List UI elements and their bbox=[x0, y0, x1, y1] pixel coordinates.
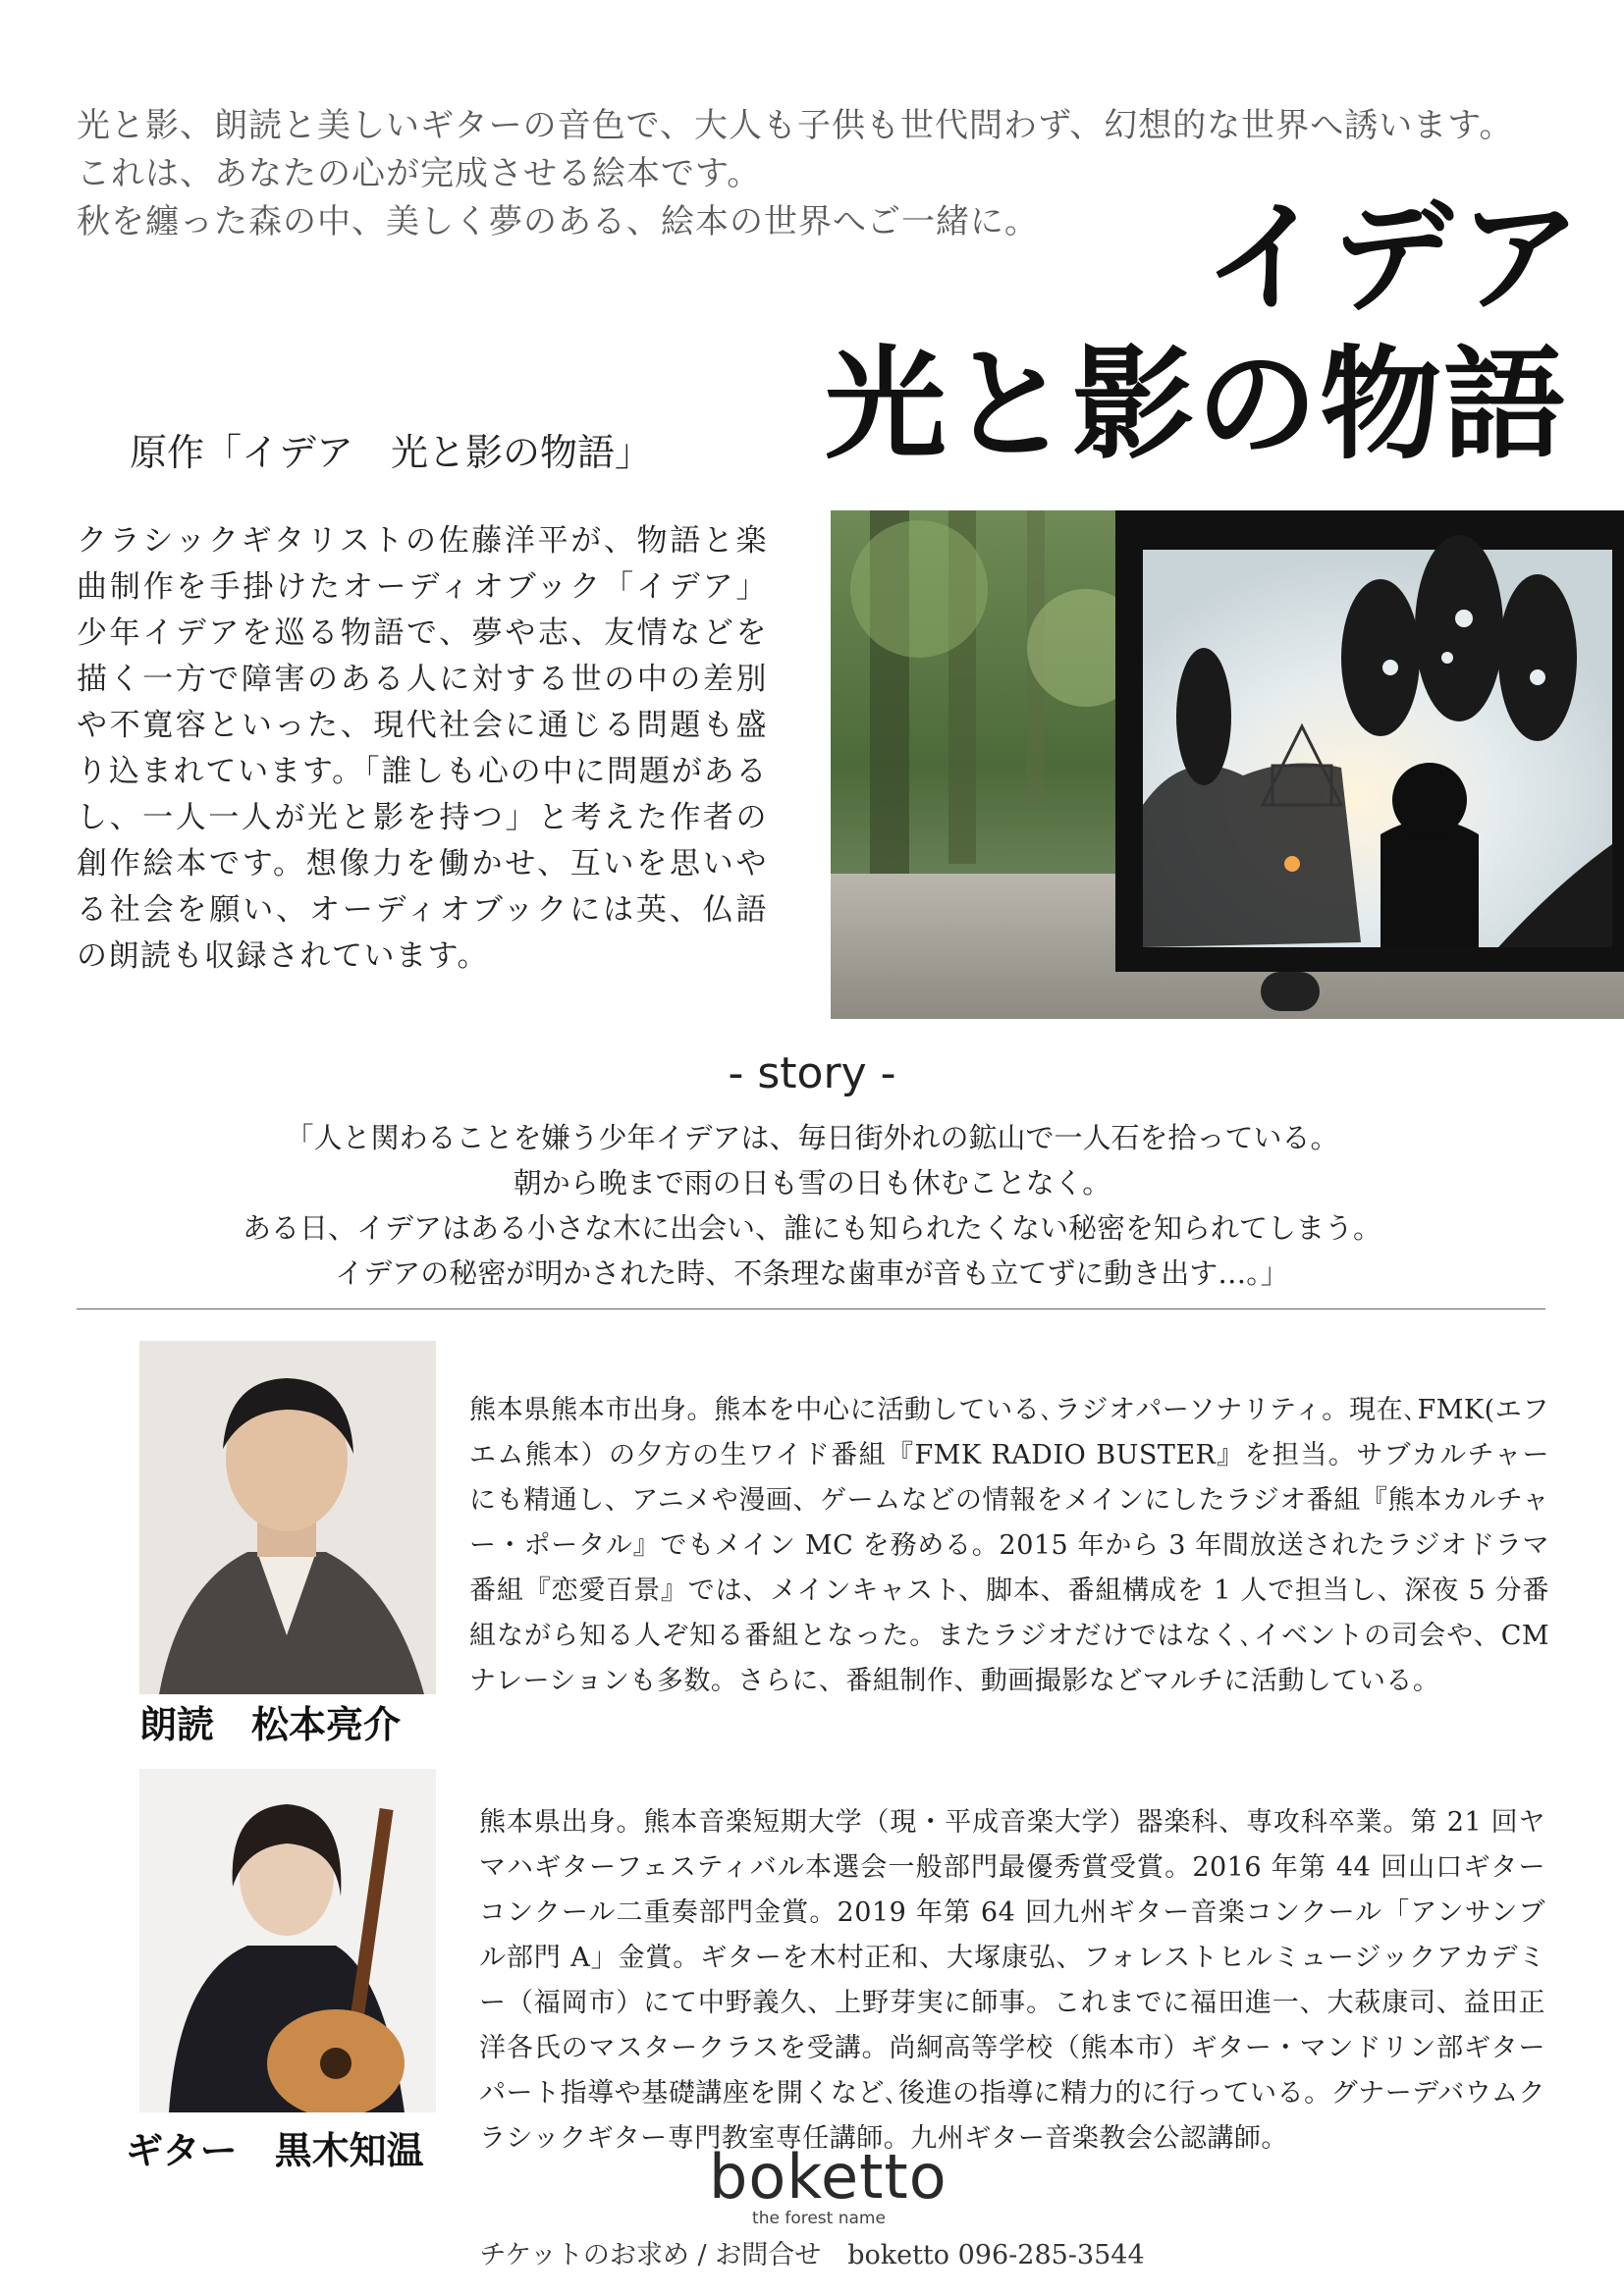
logo-tagline: the forest name bbox=[752, 2209, 886, 2228]
story-heading: - story - bbox=[728, 1048, 896, 1098]
main-title-line2: 光と影の物語 bbox=[825, 334, 1568, 476]
main-title-text: イデア bbox=[1203, 187, 1587, 329]
story-line: ある日、イデアはある小さな木に出会い、誰にも知られたくない秘密を知られてしまう。 bbox=[242, 1211, 1381, 1245]
narrator-photo bbox=[139, 1341, 436, 1694]
contact-info: チケットのお求め / お問合せ boketto 096-285-3544 bbox=[479, 2240, 1145, 2270]
original-work-heading: 原作「イデア 光と影の物語」 bbox=[130, 431, 653, 474]
story-text bbox=[0, 1115, 1624, 1296]
intro-line: 光と影、朗読と美しいギターの音色で、大人も子供も世代問わず、幻想的な世界へ誘います。 bbox=[77, 106, 1514, 145]
story-line: 「人と関わることを嫌う少年イデアは、毎日街外れの鉱山で一人石を拾っている。 bbox=[285, 1121, 1339, 1154]
divider bbox=[77, 1308, 1545, 1309]
narrator-name: 朗読 松本亮介 bbox=[139, 1702, 402, 1746]
story-line: 朝から晩まで雨の日も雪の日も休むことなく。 bbox=[513, 1166, 1111, 1200]
guitarist-photo bbox=[139, 1769, 436, 2112]
guitarist-name: ギター 黒木知温 bbox=[126, 2128, 424, 2172]
story-line: イデアの秘密が明かされた時、不条理な歯車が音も立てずに動き出す…。」 bbox=[335, 1256, 1289, 1290]
work-description: クラシックギタリストの佐藤洋平が、物語と楽曲制作を手掛けたオーディオブック「イデア」少年イデアを巡る物語で、夢や志、友情などを描く一方で障害のある人に対する世の中の差別や不寛容といった、現代社会に通じる問題も盛り込まれています。「誰しも心の中に問題があるし、一人一人が光と影を持つ」と考えた作者の創作絵本です。想像力を働かせ、互いを思いやる社会を願い、オーディオブックには英、仏語の朗読も収録されています。 bbox=[77, 523, 768, 974]
main-title-line1 bbox=[937, 187, 1624, 329]
shadow-box-photo bbox=[831, 510, 1624, 1019]
intro-line: 秋を纏った森の中、美しく夢のある、絵本の世界へご一緒に。 bbox=[77, 202, 1039, 241]
boketto-logo bbox=[709, 2141, 947, 2228]
guitarist-bio: 熊本県出身。熊本音楽短期大学（現・平成音楽大学）器楽科、専攻科卒業。第 21 回ヤマハギターフェスティバル本選会一般部門最優秀賞受賞。2016 年第 44 回山口ギターコンクール二重奏部門金賞。2019 年第 64 回九州ギター音楽コンクール「アンサンブル部門 A」金賞。ギターを木村正和、大塚康弘、フォレストヒルミュージックアカデミー（福岡市）にて中野義久、上野芽実に師事。これまでに福田進一、大萩康司、益田正洋各氏のマスタークラスを受講。尚絅高等学校（熊本市）ギター・マンドリン部ギターパート指導や基礎講座を開くなど､後進の指導に精力的に行っている。グナーデバウムクラシックギター専門教室専任講師。九州ギター音楽教会公認講師。 bbox=[479, 1807, 1545, 2154]
logo-name: boketto bbox=[709, 2141, 947, 2213]
intro-line: これは、あなたの心が完成させる絵本です。 bbox=[77, 154, 762, 193]
narrator-bio: 熊本県熊本市出身。熊本を中心に活動している､ラジオパーソナリティ。現在､FMK(エフエム熊本）の夕方の生ワイド番組『FMK RADIO BUSTER』を担当。サブカルチャーにも精通し、アニメや漫画、ゲームなどの情報をメインにしたラジオ番組『熊本カルチャー・ポータル』でもメイン MC を務める。2015 年から 3 年間放送されたラジオドラマ番組『恋愛百景』では、メインキャスト、脚本、番組構成を 1 人で担当し、深夜 5 分番組ながら知る人ぞ知る番組となった。またラジオだけではなく､イベントの司会や、CMナレーションも多数。さらに、番組制作、動画撮影などマルチに活動している。 bbox=[469, 1395, 1549, 1696]
